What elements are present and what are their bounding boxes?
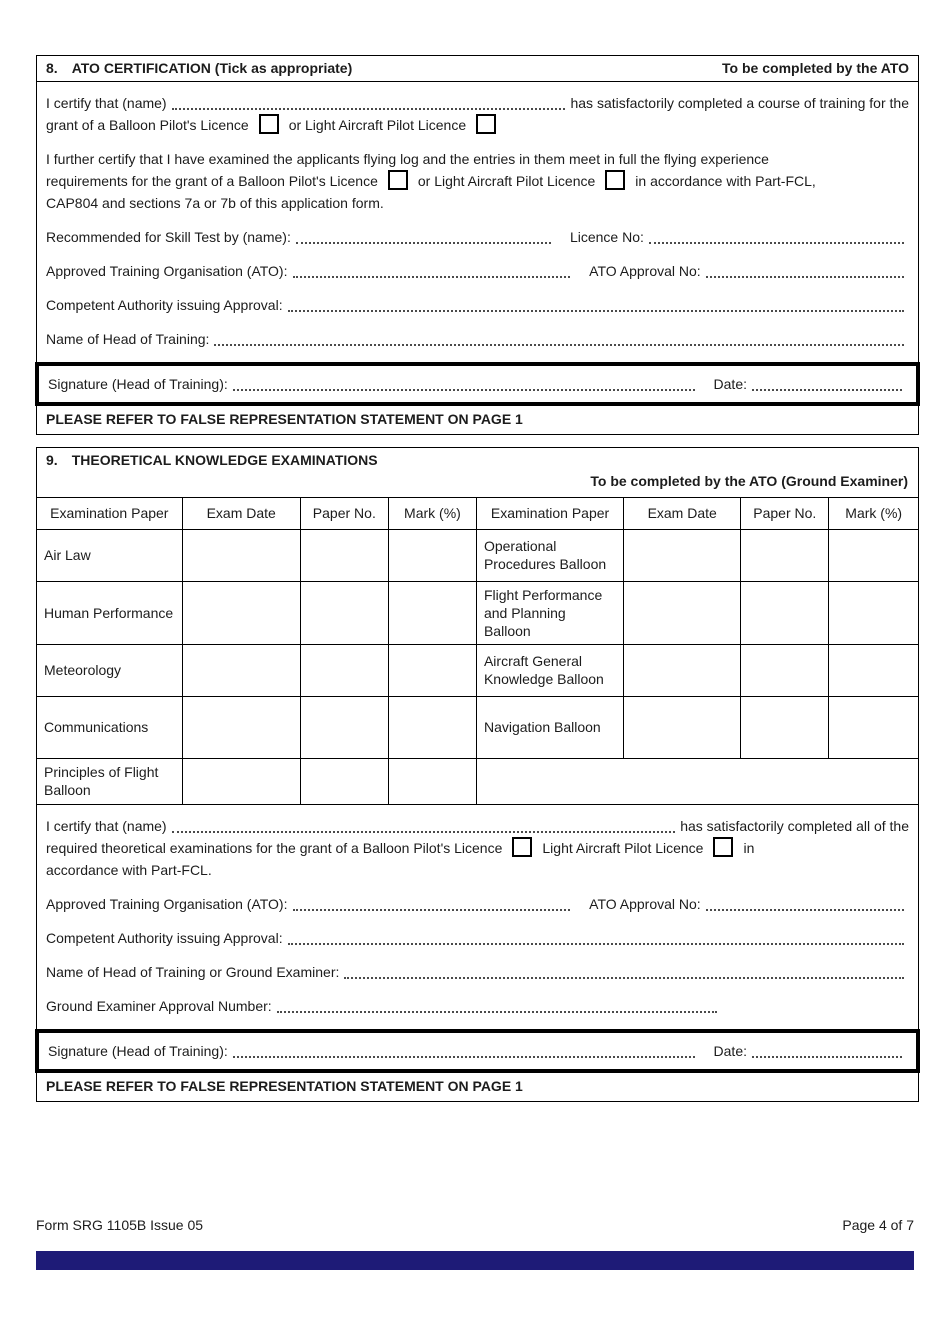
- section9-completed-by-note: To be completed by the ATO (Ground Examiner): [590, 473, 908, 489]
- ato-fill-field[interactable]: [293, 276, 571, 278]
- section8-certify-paragraph-1: [46, 92, 909, 136]
- section9-header: [37, 448, 918, 473]
- signature-row: [48, 1040, 907, 1062]
- signature-fill-field[interactable]: [233, 389, 695, 391]
- ato-approval-label: ATO Approval No:: [589, 263, 701, 279]
- mark-cell[interactable]: [829, 696, 918, 758]
- header-exam-date-left: Exam Date: [182, 498, 300, 529]
- competent-authority-fill-field[interactable]: [288, 310, 904, 312]
- exam-date-cell[interactable]: [182, 581, 300, 644]
- header-exam-date-right: Exam Date: [624, 498, 741, 529]
- section9-theoretical-knowledge: [36, 447, 919, 1102]
- date-fill-field[interactable]: [752, 1056, 902, 1058]
- section8-ato-certification: [36, 55, 919, 435]
- header-examination-paper-left: Examination Paper: [37, 498, 182, 529]
- licence-no-label: Licence No:: [569, 229, 644, 245]
- date-label: Date:: [713, 376, 747, 392]
- paper-no-cell[interactable]: [300, 758, 388, 804]
- date-fill-field[interactable]: [752, 389, 902, 391]
- section8-false-representation-note: PLEASE REFER TO FALSE REPRESENTATION STATEMENT ON PAGE 1: [46, 411, 523, 427]
- competent-authority-row-9: [46, 927, 909, 949]
- exam-paper-label: Aircraft General Knowledge Balloon: [476, 644, 623, 696]
- exam-date-cell[interactable]: [182, 529, 300, 581]
- exams-table-header-row: [37, 498, 918, 529]
- exam-date-cell[interactable]: [182, 758, 300, 804]
- header-paper-no-right: Paper No.: [741, 498, 829, 529]
- empty-merged-cell: [476, 758, 918, 804]
- ground-examiner-number-row: [46, 995, 909, 1017]
- exam-row: [37, 644, 918, 696]
- ato-row: [46, 260, 909, 282]
- exam-paper-label: Human Performance: [37, 581, 182, 644]
- signature-row: [48, 373, 907, 395]
- section9-certify-line2: required theoretical examinations for the grant of a Balloon Pilot's Licence Light Aircraft Pilot Licence in: [46, 837, 909, 859]
- certify1-line2: grant of a Balloon Pilot's Licence or Light Aircraft Pilot Licence: [46, 114, 909, 136]
- exam-date-cell[interactable]: [624, 644, 741, 696]
- balloon-licence-checkbox[interactable]: [259, 114, 279, 134]
- balloon-licence-checkbox-2[interactable]: [388, 170, 408, 190]
- light-aircraft-licence-checkbox[interactable]: [476, 114, 496, 134]
- exam-row: [37, 581, 918, 644]
- exams-table-wrap: [37, 497, 918, 805]
- exam-paper-label: Principles of Flight Balloon: [37, 758, 182, 804]
- exam-date-cell[interactable]: [624, 529, 741, 581]
- header-examination-paper-right: Examination Paper: [476, 498, 623, 529]
- paper-no-cell[interactable]: [741, 529, 829, 581]
- exam-date-cell[interactable]: [182, 644, 300, 696]
- ato-row-9: [46, 893, 909, 915]
- head-or-examiner-fill-field[interactable]: [344, 977, 904, 979]
- mark-cell[interactable]: [829, 581, 918, 644]
- header-paper-no-left: Paper No.: [300, 498, 388, 529]
- section9-false-representation-note: PLEASE REFER TO FALSE REPRESENTATION STATEMENT ON PAGE 1: [46, 1078, 523, 1094]
- paper-no-cell[interactable]: [741, 644, 829, 696]
- head-of-training-label: Name of Head of Training:: [46, 331, 210, 347]
- ground-examiner-number-fill-field[interactable]: [277, 1011, 717, 1013]
- section9-title: 9. THEORETICAL KNOWLEDGE EXAMINATIONS: [46, 452, 378, 468]
- exams-table: [37, 498, 918, 804]
- competent-authority-label: Competent Authority issuing Approval:: [46, 297, 283, 313]
- skill-test-row: [46, 226, 909, 248]
- ato-label: Approved Training Organisation (ATO):: [46, 263, 288, 279]
- section9-number: 9.: [46, 452, 58, 468]
- section9-certify-paragraph: I certify that (name) has satisfactorily completed all of the required theoretical examinations for the grant of a Balloon Pilot's Licence Light Aircraft Pilot Licence in accordance with Part-FCL.: [46, 815, 909, 881]
- mark-cell[interactable]: [388, 644, 476, 696]
- exam-date-cell[interactable]: [624, 581, 741, 644]
- paper-no-cell[interactable]: [741, 581, 829, 644]
- mark-cell[interactable]: [388, 758, 476, 804]
- ato-approval-fill-field[interactable]: [706, 909, 904, 911]
- competent-authority-fill-field[interactable]: [288, 943, 904, 945]
- signature-label: Signature (Head of Training):: [48, 1043, 228, 1059]
- mark-cell[interactable]: [388, 529, 476, 581]
- section8-number: 8.: [46, 60, 58, 76]
- exam-row: [37, 696, 918, 758]
- balloon-licence-checkbox-3[interactable]: [512, 837, 532, 857]
- ato-label: Approved Training Organisation (ATO):: [46, 896, 288, 912]
- paper-no-cell[interactable]: [300, 696, 388, 758]
- paper-no-cell[interactable]: [300, 529, 388, 581]
- paper-no-cell[interactable]: [741, 696, 829, 758]
- section8-signature-box: [35, 362, 920, 406]
- mark-cell[interactable]: [829, 644, 918, 696]
- certify2-line2: requirements for the grant of a Balloon Pilot's Licence or Light Aircraft Pilot Licence in accordance with Part-FCL,: [46, 170, 909, 192]
- exam-paper-label: Operational Procedures Balloon: [476, 529, 623, 581]
- footer-form-number: Form SRG 1105B Issue 05: [36, 1217, 204, 1233]
- exam-paper-label: Flight Performance and Planning Balloon: [476, 581, 623, 644]
- mark-cell[interactable]: [829, 529, 918, 581]
- section9-certify-line1: I certify that (name) has satisfactorily completed all of the: [46, 818, 909, 834]
- ato-approval-label: ATO Approval No:: [589, 896, 701, 912]
- exam-date-cell[interactable]: [624, 696, 741, 758]
- name-fill-field[interactable]: [172, 831, 676, 833]
- ato-approval-fill-field[interactable]: [706, 276, 904, 278]
- signature-label: Signature (Head of Training):: [48, 376, 228, 392]
- exam-paper-label: Meteorology: [37, 644, 182, 696]
- footer-page-number: Page 4 of 7: [842, 1217, 914, 1233]
- certify1-line1: I certify that (name) has satisfactorily completed a course of training for the: [46, 95, 909, 111]
- page-footer: [36, 1217, 919, 1233]
- paper-no-cell[interactable]: [300, 581, 388, 644]
- exam-paper-label: Navigation Balloon: [476, 696, 623, 758]
- mark-cell[interactable]: [388, 581, 476, 644]
- section8-certify-paragraph-2: I further certify that I have examined the applicants flying log and the entries in them meet in full the flying experience requirements for the grant of a Balloon Pilot's Licence or Light Aircraft Pilot Licence in accordance with Part-FCL, CAP804 and sections 7a or 7b of this application form.: [46, 148, 909, 214]
- competent-authority-label: Competent Authority issuing Approval:: [46, 930, 283, 946]
- signature-fill-field[interactable]: [233, 1056, 695, 1058]
- section9-signature-box: [35, 1029, 920, 1073]
- exam-row: [37, 758, 918, 804]
- skill-test-label: Recommended for Skill Test by (name):: [46, 229, 291, 245]
- section8-header: [37, 56, 918, 82]
- head-or-examiner-label: Name of Head of Training or Ground Examiner:: [46, 964, 340, 980]
- name-fill-field[interactable]: [172, 108, 566, 110]
- ato-fill-field[interactable]: [293, 909, 571, 911]
- light-aircraft-licence-checkbox-2[interactable]: [605, 170, 625, 190]
- header-mark-right: Mark (%): [829, 498, 918, 529]
- licence-no-fill-field[interactable]: [649, 242, 904, 244]
- mark-cell[interactable]: [388, 696, 476, 758]
- bottom-bar: [36, 1251, 914, 1270]
- section8-title: 8. ATO CERTIFICATION (Tick as appropriate): [46, 60, 353, 76]
- section8-completed-by-note: To be completed by the ATO: [722, 60, 909, 76]
- date-label: Date:: [713, 1043, 747, 1059]
- head-of-training-fill-field[interactable]: [214, 344, 904, 346]
- exam-row: [37, 529, 918, 581]
- head-of-training-row: [46, 328, 909, 350]
- paper-no-cell[interactable]: [300, 644, 388, 696]
- exam-paper-label: Air Law: [37, 529, 182, 581]
- head-or-examiner-row: [46, 961, 909, 983]
- skill-test-fill-field[interactable]: [296, 242, 551, 244]
- exam-date-cell[interactable]: [182, 696, 300, 758]
- competent-authority-row: [46, 294, 909, 316]
- exam-paper-label: Communications: [37, 696, 182, 758]
- ground-examiner-number-label: Ground Examiner Approval Number:: [46, 998, 272, 1014]
- header-mark-left: Mark (%): [388, 498, 476, 529]
- light-aircraft-licence-checkbox-3[interactable]: [713, 837, 733, 857]
